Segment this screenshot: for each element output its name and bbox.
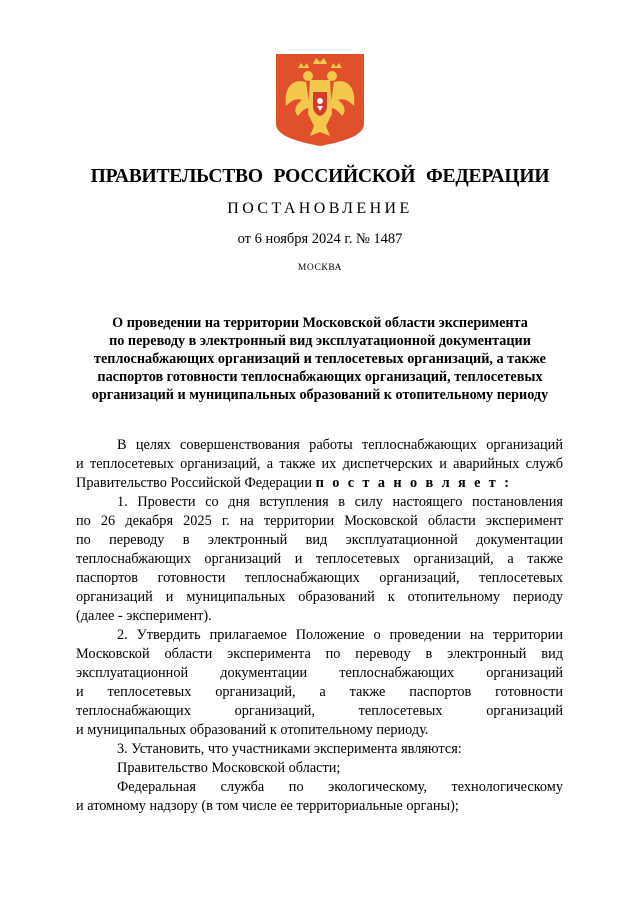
body-line: Правительство Московской области;	[117, 760, 341, 776]
body-line: теплоснабжающих организаций, теплосетевых организаций	[76, 703, 563, 719]
document-type: ПОСТАНОВЛЕНИЕ	[227, 200, 413, 217]
body-line: и муниципальных образований к отопительному периоду.	[76, 722, 429, 738]
document-date-number: от 6 ноября 2024 г. № 1487	[237, 231, 403, 247]
preamble-subject: Правительство Российской Федерации	[76, 475, 316, 491]
body-line	[76, 474, 563, 493]
body-line: (далее - эксперимент).	[76, 608, 212, 624]
body-line: 3. Установить, что участниками эксперимента являются:	[117, 741, 462, 757]
body-line: Московской области эксперимента по переводу в электронный вид	[76, 646, 563, 662]
heading-line: по переводу в электронный вид эксплуатационной документации	[109, 333, 531, 349]
coat-of-arms-icon	[276, 54, 364, 146]
body-line: по переводу в электронный вид эксплуатационной документации	[76, 532, 563, 548]
heading-line: О проведении на территории Московской области эксперимента	[112, 315, 528, 331]
body-line: паспортов готовности теплоснабжающих организаций, теплосетевых	[76, 570, 563, 586]
government-name: ПРАВИТЕЛЬСТВО РОССИЙСКОЙ ФЕДЕРАЦИИ	[90, 166, 550, 187]
body-line: теплоснабжающих организаций и теплосетевых организаций, а также	[76, 551, 563, 567]
document-heading	[60, 314, 580, 404]
heading-line: паспортов готовности теплоснабжающих организаций, теплосетевых	[97, 369, 543, 385]
body-line: по 26 декабря 2025 г. на территории Московской области эксперимент	[76, 513, 563, 529]
city: МОСКВА	[297, 263, 343, 273]
body-line: 2. Утвердить прилагаемое Положение о проведении на территории	[117, 627, 563, 643]
body-line: Федеральная служба по экологическому, технологическому	[117, 779, 563, 795]
body-line: В целях совершенствования работы теплоснабжающих организаций	[117, 437, 563, 453]
heading-line: организаций и муниципальных образований к отопительному периоду	[91, 387, 549, 403]
body-line: организаций и муниципальных образований к отопительному периоду	[76, 589, 563, 605]
body-line: 1. Провести со дня вступления в силу настоящего постановления	[117, 494, 563, 510]
document-body	[76, 436, 563, 816]
body-line: эксплуатационной документации теплоснабжающих организаций	[76, 665, 563, 681]
heading-line: теплоснабжающих организаций и теплосетевых организаций, а также	[94, 351, 546, 367]
body-line: и атомному надзору (в том числе ее территориальные органы);	[76, 798, 459, 814]
body-line: и теплосетевых организаций, а также паспортов готовности	[76, 684, 563, 700]
body-line: и теплосетевых организаций, а также их диспетчерских и аварийных служб	[76, 456, 563, 472]
decree-word: п о с т а н о в л я е т :	[315, 475, 512, 491]
